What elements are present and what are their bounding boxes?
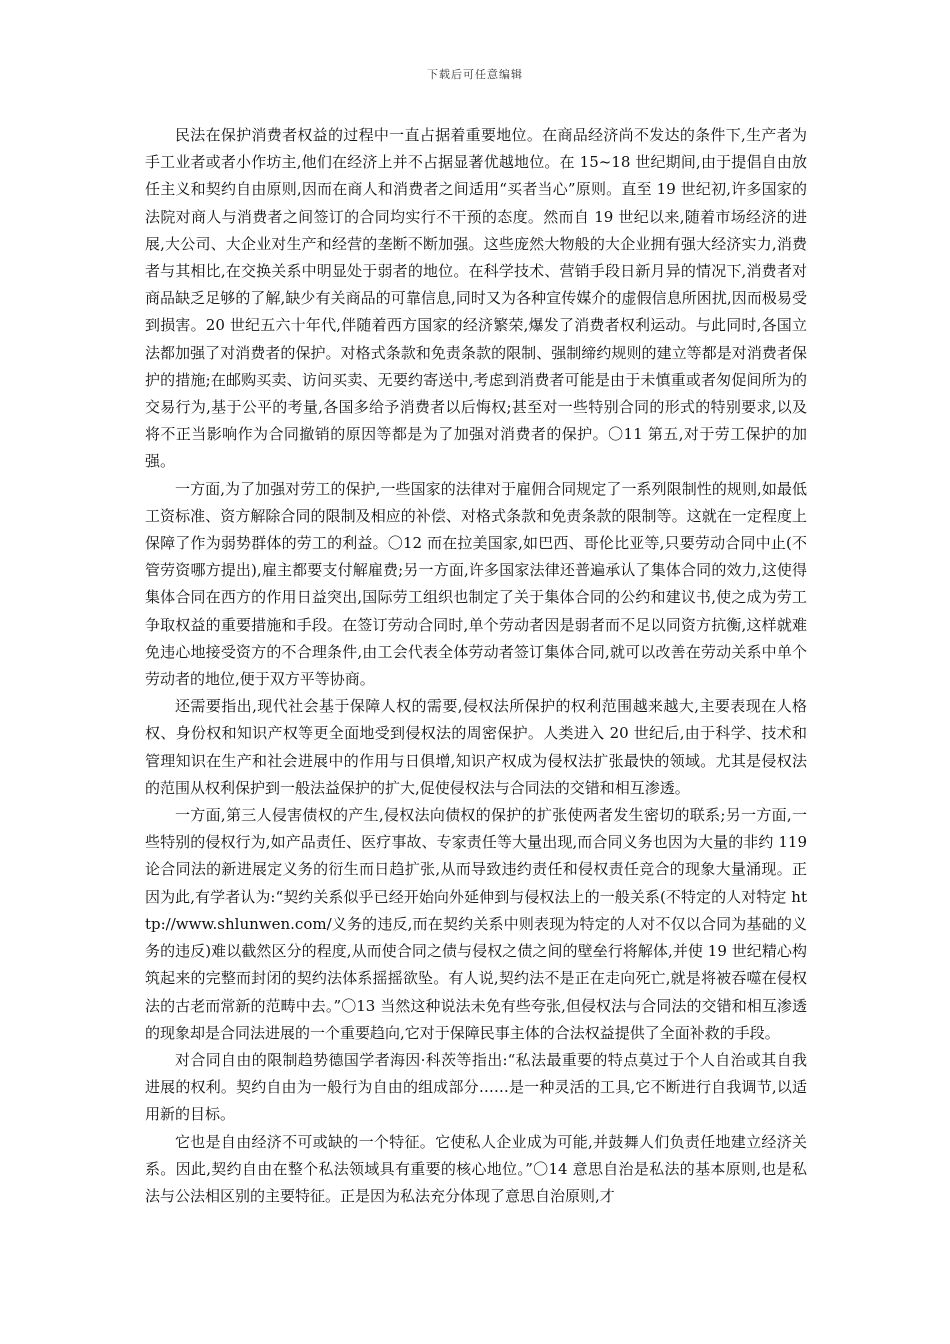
paragraph-consumer-protection: 民法在保护消费者权益的过程中一直占据着重要地位。在商品经济尚不发达的条件下,生产者为手工业者或者小作坊主,他们在经济上并不占据显著优越地位。在 15~18 世纪期间,由于提倡自由放任主义和契约自由原则,因而在商人和消费者之间适用“买者当心”原则。直至 19 世纪初,许多国家的法院对商人与消费者之间签订的合同均实行不干预的态度。然而自 19 世纪以来,随着市场经济的进展,大公司、大企业对生产和经营的垄断不断加强。这些庞然大物般的大企业拥有强大经济实力,消费者与其相比,在交换关系中明显处于弱者的地位。在科学技术、营销手段日新月异的情况下,消费者对商品缺乏足够的了解,缺少有关商品的可靠信息,同时又为各种宣传媒介的虚假信息所困扰,因而极易受到损害。20 世纪五六十年代,伴随着西方国家的经济繁荣,爆发了消费者权利运动。与此同时,各国立法都加强了对消费者的保护。对格式条款和免责条款的限制、强制缔约规则的建立等都是对消费者保护的措施;在邮购买卖、访问买卖、无要约寄送中,考虑到消费者可能是由于未慎重或者匆促间所为的交易行为,基于公平的考量,各国多给予消费者以后悔权;甚至对一些特别合同的形式的特别要求,以及将不正当影响作为合同撤销的原因等都是为了加强对消费者的保护。〇11 第五,对于劳工保护的加强。: [145, 126, 807, 471]
paragraph-labor-protection: 一方面,为了加强对劳工的保护,一些国家的法律对于雇佣合同规定了一系列限制性的规则,如最低工资标准、资方解除合同的限制及相应的补偿、对格式条款和免责条款的限制等。这就在一定程度上保障了作为弱势群体的劳工的利益。〇12 而在拉美国家,如巴西、哥伦比亚等,只要劳动合同中止(不管劳资哪方提出),雇主都要支付解雇费;另一方面,许多国家法律还普遍承认了集体合同的效力,这使得集体合同在西方的作用日益突出,国际劳工组织也制定了关于集体合同的公约和建议书,使之成为劳工争取权益的重要措施和手段。在签订劳动合同时,单个劳动者因是弱者而不足以同资方抗衡,这样就难免违心地接受资方的不合理条件,由工会代表全体劳动者签订集体合同,就可以改善在劳动关系中单个劳动者的地位,便于双方平等协商。: [145, 479, 807, 689]
paragraph-tort-scope: 还需要指出,现代社会基于保障人权的需要,侵权法所保护的权利范围越来越大,主要表现在人格权、身份权和知识产权等更全面地受到侵权法的周密保护。人类进入 20 世纪后,由于科学、技术和管理知识在生产和社会进展中的作用与日俱增,知识产权成为侵权法扩张最快的领域。尤其是侵权法的范围从权利保护到一般法益保护的扩大,促使侵权法与合同法的交错和相互渗透。: [145, 697, 807, 797]
paragraph-private-autonomy: 它也是自由经济不可或缺的一个特征。它使私人企业成为可能,并鼓舞人们负责任地建立经济关系。因此,契约自由在整个私法领域具有重要的核心地位。”〇14 意思自治是私法的基本原则,也是私法与公法相区别的主要特征。正是因为私法充分体现了意思自治原则,才: [145, 1132, 807, 1205]
paragraph-contract-freedom-limits: 对合同自由的限制趋势德国学者海因·科茨等指出:“私法最重要的特点莫过于个人自治或其自我进展的权利。契约自由为一般行为自由的组成部分……是一种灵活的工具,它不断进行自我调节,以适用新的目标。: [145, 1050, 807, 1124]
document-body: [145, 122, 807, 1210]
paragraph-tort-contract-overlap: 一方面,第三人侵害债权的产生,侵权法向债权的保护的扩张使两者发生密切的联系;另一方面,一些特别的侵权行为,如产品责任、医疗事故、专家责任等大量出现,而合同义务也因为大量的非约 119 论合同法的新进展定义务的衍生而日趋扩张,从而导致违约责任和侵权责任竞合的现象大量涌现。正因为此,有学者认为:“契约关系似乎已经开始向外延伸到与侵权法上的一般关系(不特定的人对特定 http://www.shlunwen.com/义务的违反,而在契约关系中则表现为特定的人对不仅以合同为基础的义务的违反)难以截然区分的程度,从而使合同之债与侵权之债之间的壁垒行将解体,并使 19 世纪精心构筑起来的完整而封闭的契约法体系摇摇欲坠。有人说,契约法不是正在走向死亡,就是将被吞噬在侵权法的古老而常新的范畴中去。”〇13 当然这种说法未免有些夸张,但侵权法与合同法的交错和相互渗透的现象却是合同法进展的一个重要趋向,它对于保障民事主体的合法权益提供了全面补救的手段。: [145, 806, 807, 1042]
page-header: 下载后可任意编辑: [427, 68, 523, 81]
